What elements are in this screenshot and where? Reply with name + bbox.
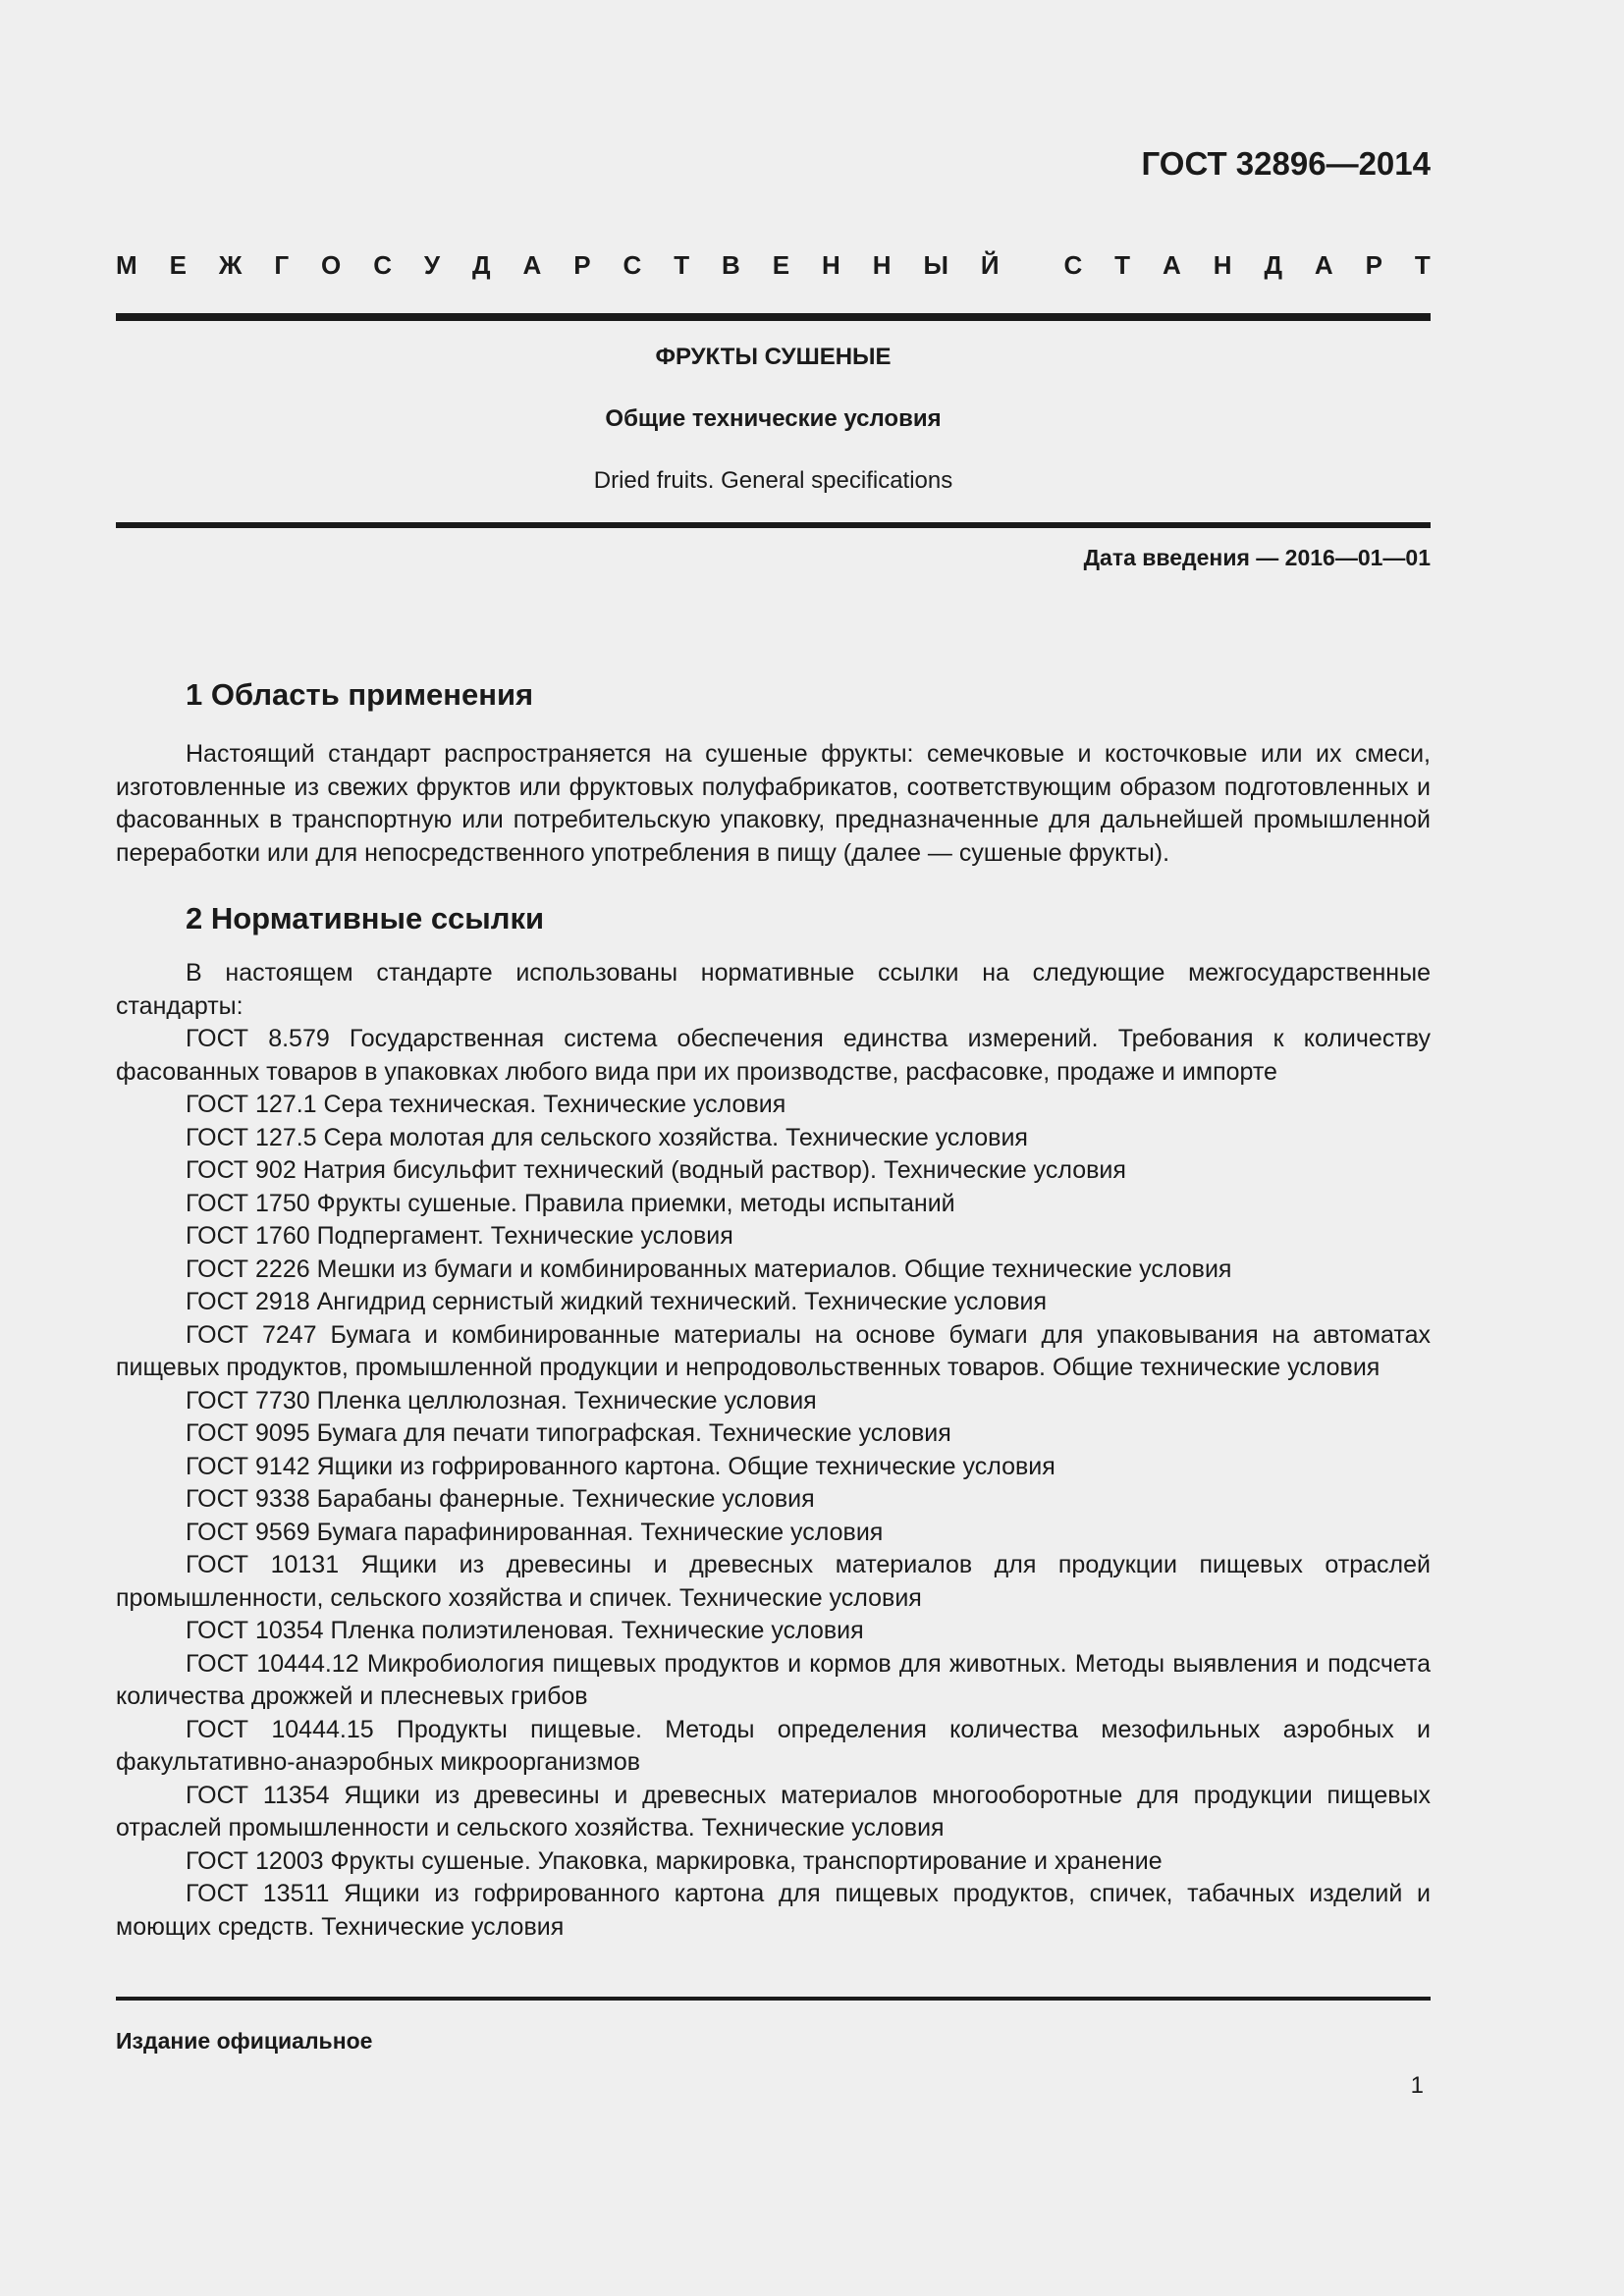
standard-type-letter: Д xyxy=(472,250,491,280)
paragraph: ГОСТ 2918 Ангидрид сернистый жидкий технический. Технические условия xyxy=(186,1288,1048,1315)
edition-label: Издание официальное xyxy=(116,2028,373,2054)
paragraph: ГОСТ 1750 Фрукты сушеные. Правила приемки, методы испытаний xyxy=(186,1189,955,1217)
paragraph: ГОСТ 9095 Бумага для печати типографская. Технические условия xyxy=(186,1419,951,1447)
paragraph: ГОСТ 127.1 Сера техническая. Технические условия xyxy=(186,1091,786,1118)
standard-type-letter: Т xyxy=(1414,250,1431,280)
paragraph: Настоящий стандарт распространяется на сушеные фрукты: семечковые и косточковые или их смеси, изготовленные из свежих фруктов или фруктовых полуфабрикатов, соответствующим образом подготовленных и фасованных в транспортную или потребительскую упаковку, предназначенные для дальнейшей промышленной переработки или для непосредственного употребления в пищу (далее — сушеные фрукты). xyxy=(116,740,1431,867)
intro-date: Дата введения — 2016—01—01 xyxy=(1083,545,1431,570)
paragraph: ГОСТ 2226 Мешки из бумаги и комбинированных материалов. Общие технические условия xyxy=(186,1255,1232,1283)
standard-type-letter: А xyxy=(1314,250,1333,280)
standard-type-letter: Р xyxy=(573,250,591,280)
paragraph: ГОСТ 10131 Ящики из древесины и древесных материалов для продукции пищевых отраслей промышленности, сельского хозяйства и спичек. Технические условия xyxy=(116,1551,1431,1612)
standard-type-letter: Е xyxy=(772,250,790,280)
section-2-heading: 2 Нормативные ссылки xyxy=(186,901,545,935)
gost-number: ГОСТ 32896—2014 xyxy=(1141,145,1431,182)
standard-type-letter: Т xyxy=(674,250,690,280)
paragraph: ГОСТ 9569 Бумага парафинированная. Технические условия xyxy=(186,1518,884,1546)
standard-type-letter: Н xyxy=(872,250,892,280)
paragraph: ГОСТ 11354 Ящики из древесины и древесных материалов многооборотные для продукции пищевых отраслей промышленности и сельского хозяйства. Технические условия xyxy=(116,1781,1431,1842)
section-1-body xyxy=(116,738,1431,870)
paragraph: ГОСТ 8.579 Государственная система обеспечения единства измерений. Требования к количеству фасованных товаров в упаковках любого вида при их производстве, расфасовке, продаже и импорте xyxy=(116,1025,1431,1086)
standard-type-letter: Ж xyxy=(218,250,243,280)
paragraph: ГОСТ 1760 Подпергамент. Технические условия xyxy=(186,1222,733,1250)
standard-type-letter: Ы xyxy=(923,250,948,280)
paragraph: ГОСТ 9142 Ящики из гофрированного картона. Общие технические условия xyxy=(186,1452,1056,1480)
paragraph: ГОСТ 9338 Барабаны фанерные. Технические условия xyxy=(186,1485,815,1513)
standard-type-letter: Н xyxy=(1213,250,1232,280)
document-subtitle: Общие технические условия xyxy=(605,405,942,432)
paragraph: ГОСТ 10444.15 Продукты пищевые. Методы определения количества мезофильных аэробных и факультативно-анаэробных микроорганизмов xyxy=(116,1715,1431,1776)
paragraph: ГОСТ 10354 Пленка полиэтиленовая. Технические условия xyxy=(186,1617,864,1644)
standard-type-letter: Д xyxy=(1264,250,1282,280)
standard-type-letter: С xyxy=(373,250,392,280)
section-2-body xyxy=(116,957,1431,1944)
standard-type-letter: М xyxy=(116,250,137,280)
standard-type-letter: С xyxy=(1063,250,1083,280)
standard-type-letter: У xyxy=(423,250,441,280)
footer-rule xyxy=(116,1997,1431,2001)
paragraph: ГОСТ 127.5 Сера молотая для сельского хозяйства. Технические условия xyxy=(186,1123,1028,1151)
standard-type-letter: Г xyxy=(274,250,290,280)
paragraph: ГОСТ 10444.12 Микробиология пищевых продуктов и кормов для животных. Методы выявления и подсчета количества дрожжей и плесневых грибов xyxy=(116,1649,1431,1710)
paragraph: В настоящем стандарте использованы нормативные ссылки на следующие межгосударственные стандарты: xyxy=(116,959,1431,1020)
standard-type-letter: Р xyxy=(1365,250,1382,280)
section-1-heading: 1 Область применения xyxy=(186,677,534,712)
paragraph: ГОСТ 902 Натрия бисульфит технический (водный раствор). Технические условия xyxy=(186,1156,1126,1184)
top-rule xyxy=(116,313,1431,321)
page-number: 1 xyxy=(1410,2072,1424,2099)
paragraph: ГОСТ 7730 Пленка целлюлозная. Технические условия xyxy=(186,1386,817,1415)
paragraph: ГОСТ 12003 Фрукты сушеные. Упаковка, маркировка, транспортирование и хранение xyxy=(186,1846,1163,1875)
standard-type-letter: С xyxy=(623,250,642,280)
paragraph: ГОСТ 7247 Бумага и комбинированные материалы на основе бумаги для упаковывания на автоматах пищевых продуктов, промышленной продукции и непродовольственных товаров. Общие технические условия xyxy=(116,1320,1431,1381)
standard-type-letter: Н xyxy=(822,250,840,280)
standard-type-letter: Е xyxy=(169,250,187,280)
standard-type-letter: В xyxy=(722,250,740,280)
paragraph: ГОСТ 13511 Ящики из гофрированного картона для пищевых продуктов, спичек, табачных изделий и моющих средств. Технические условия xyxy=(116,1880,1431,1941)
title-rule xyxy=(116,522,1431,528)
standard-type-letter: А xyxy=(1163,250,1181,280)
standard-type-letter: А xyxy=(522,250,542,280)
standard-type-letter: Т xyxy=(1114,250,1131,280)
standard-type-heading xyxy=(116,250,1431,281)
standard-type-letter: О xyxy=(321,250,342,280)
english-title: Dried fruits. General specifications xyxy=(593,467,953,494)
standard-type-letter: Й xyxy=(980,250,1000,280)
document-title: ФРУКТЫ СУШЕНЫЕ xyxy=(655,344,892,370)
